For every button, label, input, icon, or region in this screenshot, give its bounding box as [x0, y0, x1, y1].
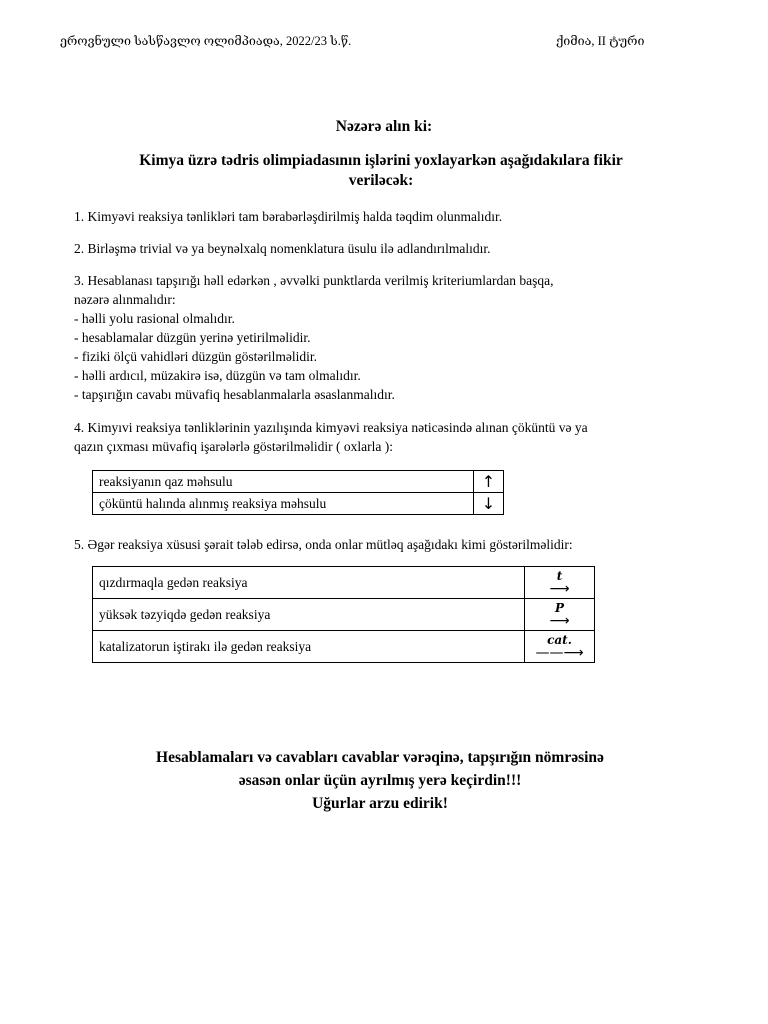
main-title-line-2: veriləcək:: [348, 172, 414, 189]
table-row: [93, 471, 504, 493]
heating-reaction-label: qızdırmaqla gedən reaksiya: [93, 567, 525, 599]
note-title: Nəzərə alın ki:: [335, 118, 433, 135]
reaction-conditions-table: [92, 566, 595, 663]
table-row: [93, 631, 595, 663]
rule-item-4-line-1: 4. Kimyıvi reaksiya tənliklərinin yazılışında kimyəvi reaksiya nəticəsində alınan çöküntü və ya: [74, 420, 588, 435]
down-arrow-icon: ↓: [474, 493, 504, 515]
right-arrow-icon: ⟶: [549, 580, 570, 597]
gas-product-label: reaksiyanın qaz məhsulu: [93, 471, 474, 493]
rule-item-3-bullet: - hesablamalar düzgün yerinə yetirilməlidir.: [74, 330, 311, 345]
rule-item-3-line-2: nəzərə alınmalıdır:: [74, 292, 176, 307]
rule-item-5: 5. Əgər reaksiya xüsusi şərait tələb edirsə, onda onlar mütləq aşağıdakı kimi göstərilməlidir:: [74, 537, 573, 552]
rule-item-3: [74, 271, 674, 404]
catalyst-reaction-label: katalizatorun iştirakı ilə gedən reaksiya: [93, 631, 525, 663]
table-row: [93, 599, 595, 631]
rule-item-4: [74, 418, 674, 456]
pressure-condition-symbol: P: [554, 600, 565, 615]
catalyst-condition-symbol: cat.: [547, 632, 572, 647]
heating-condition-symbol: t: [556, 568, 563, 583]
right-arrow-icon: ——⟶: [535, 644, 584, 661]
header-subject-round: ქიმია, II ტური: [556, 34, 645, 48]
table-row: [93, 493, 504, 515]
rule-item-3-bullet: - tapşırığın cavabı müvafiq hesablanmalarla əsaslanmalıdır.: [74, 387, 395, 402]
pressure-condition-cell: [525, 599, 595, 631]
main-title: [70, 151, 692, 191]
header-olympiad-title: ეროვნული სასწავლო ოლიმპიადა, 2022/23 ს.წ.: [60, 34, 352, 48]
heating-condition-cell: [525, 567, 595, 599]
table-row: [93, 567, 595, 599]
rule-item-1: 1. Kimyəvi reaksiya tənlikləri tam bərabərləşdirilmiş halda təqdim olunmalıdır.: [74, 209, 503, 224]
closing-line-2: əsasən onlar üçün ayrılmış yerə keçirdin!!!: [238, 772, 522, 789]
rule-item-2: 2. Birləşmə trivial və ya beynəlxalq nomenklatura üsulu ilə adlandırılmalıdır.: [74, 241, 491, 256]
rule-item-3-bullet: - fiziki ölçü vahidləri düzgün göstərilməlidir.: [74, 349, 317, 364]
rule-item-3-line-1: 3. Hesablanası tapşırığı həll edərkən , əvvəlki punktlarda verilmiş kriteriumlardan başqa,: [74, 273, 554, 288]
main-title-line-1: Kimya üzrə tədris olimpiadasının işlərini yoxlayarkən aşağıdakılara fikir: [139, 152, 623, 169]
high-pressure-reaction-label: yüksək təzyiqdə gedən reaksiya: [93, 599, 525, 631]
right-arrow-icon: ⟶: [549, 612, 570, 629]
closing-line-1: Hesablamaları və cavabları cavablar vərəqinə, tapşırığın nömrəsinə: [156, 749, 604, 766]
rule-item-3-bullet: - həlli ardıcıl, müzakirə isə, düzgün və tam olmalıdır.: [74, 368, 361, 383]
catalyst-condition-cell: [525, 631, 595, 663]
rule-item-4-line-2: qazın çıxması müvafiq işarələrlə göstərilməlidir ( oxlarla ):: [74, 439, 394, 454]
closing-wishes: Uğurlar arzu edirik!: [312, 795, 448, 812]
arrow-symbols-table: [92, 470, 504, 515]
rule-item-3-bullet: - həlli yolu rasional olmalıdır.: [74, 311, 235, 326]
precipitate-product-label: çöküntü halında alınmış reaksiya məhsulu: [93, 493, 474, 515]
up-arrow-icon: ↑: [474, 471, 504, 493]
closing-instructions: [90, 746, 670, 815]
